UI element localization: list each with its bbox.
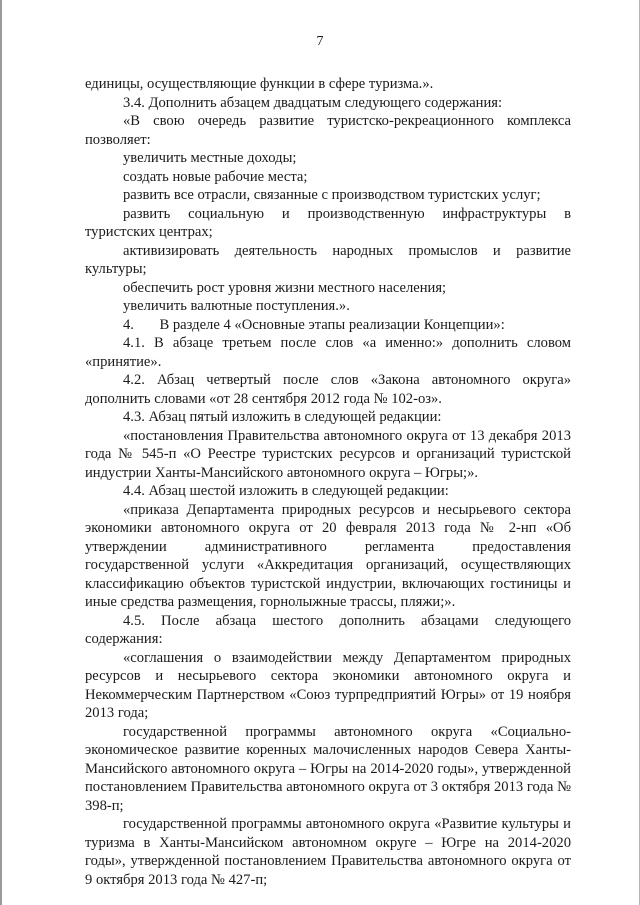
paragraph: развить все отрасли, связанные с производством туристских услуг; [123,187,541,203]
paragraph: 4.5. После абзаца шестого дополнить абзацами следующего содержания: [85,612,571,647]
paragraph: 4.2. Абзац четвертый после слов «Закона автономного округа» дополнить словами «от 28 сентября 2012 года № 102-оз». [85,372,571,407]
paragraph: создать новые рабочие места; [123,168,308,185]
paragraph: 4.3. Абзац пятый изложить в следующей редакции: [123,409,442,425]
paragraph: активизировать деятельность народных промыслов и развитие культуры; [85,242,571,277]
paragraph: 4.4. Абзац шестой изложить в следующей редакции: [123,483,449,499]
paragraph: увеличить валютные поступления.». [123,298,350,314]
paragraph: «приказа Департамента природных ресурсов и несырьевого сектора экономики автономного округа от 20 февраля 2013 года № 2-нп «Об утверждении административного регламента предоставления государственной услуги «Аккредитация организаций, осуществляющих классификацию объектов туристской индустрии, включающих гостиницы и иные средства размещения, горнолыжные трассы, пляжи;». [85,501,571,610]
paragraph: обеспечить рост уровня жизни местного населения; [123,279,447,296]
paragraph: государственной программы автономного округа «Социально-экономическое развитие коренных малочисленных народов Севера Ханты-Мансийского автономного округа – Югры на 2014-2020 годы», утвержденной постановлением Правительства автономного округа от 3 октября 2013 года № 398-п; [85,723,571,814]
paragraph: государственной программы автономного округа «Развитие культуры и туризма в Ханты-Мансийском автономном округе – Югре на 2014-2020 годы», утвержденной постановлением Правительства автономного округа от 9 октября 2013 года № 427-п; [85,816,571,888]
paragraph: «постановления Правительства автономного округа от 13 декабря 2013 года № 545-п «О Реестре туристских ресурсов и организаций туристской индустрии Ханты-Мансийского автономного округа – Югры;». [85,427,571,481]
paragraph: 4. В разделе 4 «Основные этапы реализации Концепции»: [123,316,505,333]
paragraph: «соглашения о взаимодействии между Департаментом природных ресурсов и несырьевого сектора экономики автономного округа и Некоммерческим Партнерством «Союз турпредприятий Югры» от 19 ноября 2013 года; [85,649,571,721]
paragraph: увеличить местные доходы; [123,150,297,166]
scan-edge-left [0,0,2,905]
paragraph: развить социальную и производственную инфраструктуры в туристских центрах; [85,205,571,240]
paragraph: единицы, осуществляющие функции в сфере туризма.». [85,76,434,92]
paragraph: 4.1. В абзаце третьем после слов «а именно:» дополнить словом «принятие». [85,335,571,370]
paragraph: 3.4. Дополнить абзацем двадцатым следующего содержания: [123,94,503,111]
paragraph: «В свою очередь развитие туристско-рекреационного комплекса позволяет: [85,113,571,148]
document-body [85,75,571,889]
page-number: 7 [316,34,324,49]
